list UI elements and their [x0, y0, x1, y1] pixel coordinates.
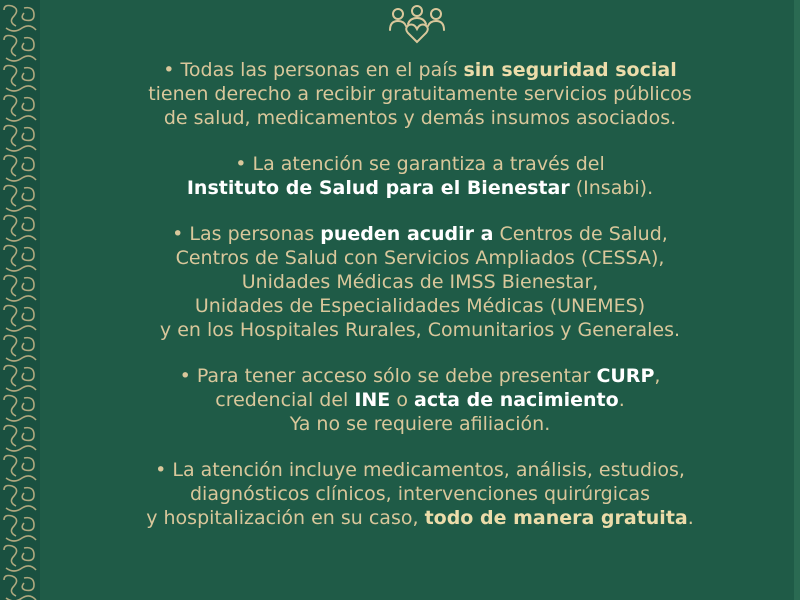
info-paragraph-2: [40, 152, 800, 200]
body-text: • La atención incluye medicamentos, análisis, estudios,: [155, 459, 685, 481]
body-text: Unidades de Especialidades Médicas (UNEMES): [194, 295, 646, 317]
body-text: • Las personas: [172, 223, 321, 245]
text-line: [40, 152, 800, 176]
text-line: [40, 270, 800, 294]
main-content: [40, 58, 800, 552]
text-line: [40, 458, 800, 482]
body-text: y hospitalización en su caso,: [146, 507, 425, 529]
text-line: [40, 246, 800, 270]
body-text: Centros de Salud con Servicios Ampliados (CESSA),: [175, 247, 665, 269]
highlight-text: sin seguridad social: [463, 59, 677, 81]
info-paragraph-5: [40, 458, 800, 530]
body-text: credencial del: [215, 389, 355, 411]
text-line: [40, 388, 800, 412]
body-text: .: [687, 507, 694, 529]
body-text: • Todas las personas en el país: [163, 59, 464, 81]
body-text: ,: [654, 365, 661, 387]
body-text: .: [618, 389, 625, 411]
text-line: [40, 82, 800, 106]
body-text: Unidades Médicas de IMSS Bienestar,: [241, 271, 599, 293]
body-text: o: [390, 389, 414, 411]
text-line: [40, 58, 800, 82]
body-text: y en los Hospitales Rurales, Comunitarios y Generales.: [159, 319, 681, 341]
highlight-text: acta de nacimiento: [414, 389, 619, 411]
body-text: Centros de Salud,: [493, 223, 668, 245]
highlight-text: Instituto de Salud para el Bienestar: [186, 177, 570, 199]
text-line: [40, 176, 800, 200]
text-line: [40, 482, 800, 506]
text-line: [40, 506, 800, 530]
decorative-pattern-border: [0, 0, 40, 600]
text-line: [40, 106, 800, 130]
people-heart-icon: [388, 4, 446, 44]
body-text: (Insabi).: [569, 177, 654, 199]
body-text: de salud, medicamentos y demás insumos asociados.: [163, 107, 677, 129]
body-text: • Para tener acceso sólo se debe presentar: [179, 365, 597, 387]
highlight-text: CURP: [596, 365, 655, 387]
highlight-text: INE: [354, 389, 391, 411]
info-paragraph-1: [40, 58, 800, 130]
body-text: • La atención se garantiza a través del: [235, 153, 605, 175]
text-line: [40, 294, 800, 318]
info-paragraph-4: [40, 364, 800, 436]
info-paragraph-3: [40, 222, 800, 342]
body-text: Ya no se requiere afiliación.: [289, 413, 551, 435]
text-line: [40, 222, 800, 246]
text-line: [40, 364, 800, 388]
body-text: diagnósticos clínicos, intervenciones quirúrgicas: [189, 483, 651, 505]
highlight-text: todo de manera gratuita: [424, 507, 688, 529]
body-text: tienen derecho a recibir gratuitamente servicios públicos: [148, 83, 692, 105]
text-line: [40, 412, 800, 436]
text-line: [40, 318, 800, 342]
highlight-text: pueden acudir a: [320, 223, 494, 245]
